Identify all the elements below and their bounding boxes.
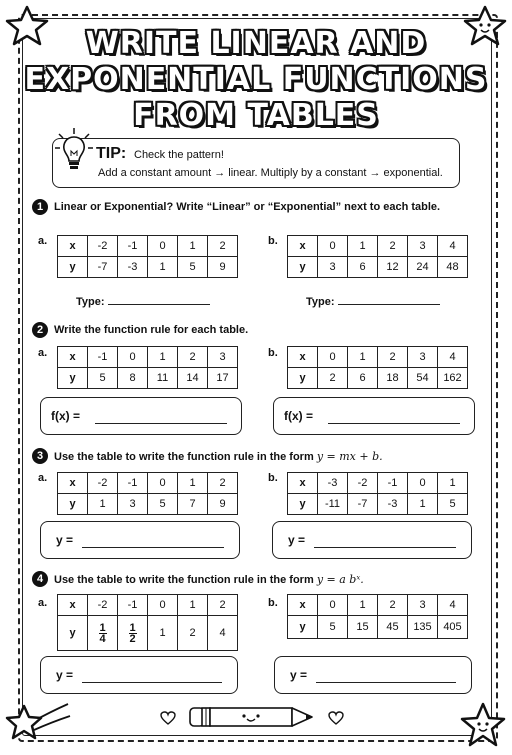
form-equation: y = a bˣ.	[316, 573, 364, 586]
q1-b-table	[287, 235, 468, 278]
table-cell: x	[58, 473, 88, 494]
table-cell: 12	[378, 257, 408, 278]
table-cell: 6	[348, 368, 378, 389]
table-cell: 6	[348, 257, 378, 278]
table-cell: y	[288, 257, 318, 278]
table-cell: 1	[348, 347, 378, 368]
table-cell: 1	[178, 236, 208, 257]
question-number-3: 3	[32, 448, 48, 464]
table-cell: -1	[118, 595, 148, 616]
table-cell: 0	[318, 236, 348, 257]
table-cell: 1	[148, 347, 178, 368]
table-cell: 4	[438, 347, 468, 368]
table-cell: 1	[348, 236, 378, 257]
table-cell: 2	[178, 347, 208, 368]
q2-a-label: a.	[38, 347, 48, 359]
table-cell: 2	[378, 595, 408, 616]
title-line-1: WRITE LINEAR AND	[85, 26, 427, 61]
table-cell: 24	[408, 257, 438, 278]
table-cell: -2	[88, 595, 118, 616]
table-cell: -1	[88, 347, 118, 368]
q2-b-answer-label: f(x) =	[284, 409, 314, 423]
table-cell: 3	[408, 236, 438, 257]
table-cell: 5	[148, 494, 178, 515]
table-cell: 162	[438, 368, 468, 389]
table-cell: 7	[178, 494, 208, 515]
table-cell: -7	[348, 494, 378, 515]
table-row	[58, 347, 238, 368]
table-cell: 3	[118, 494, 148, 515]
table-cell: -3	[378, 494, 408, 515]
answer-line[interactable]	[108, 294, 210, 305]
table-cell: -1	[118, 236, 148, 257]
table-cell: 5	[318, 616, 348, 639]
title-line-2: EXPONENTIAL FUNCTIONS	[24, 62, 488, 97]
question-number-1: 1	[32, 199, 48, 215]
table-cell: 135	[408, 616, 438, 639]
fraction-one-quarter	[99, 623, 107, 644]
table-cell: 3	[318, 257, 348, 278]
table-cell: -7	[88, 257, 118, 278]
form-equation: y = mx + b.	[316, 450, 383, 463]
q2-b-answer-line[interactable]	[328, 422, 460, 424]
table-cell: y	[58, 368, 88, 389]
table-row	[288, 494, 468, 515]
tip-text-2: Add a constant amount → linear. Multiply by a constant → exponential.	[98, 167, 443, 179]
q1-a-label: a.	[38, 235, 48, 247]
table-cell: 2	[208, 236, 238, 257]
shooting-star-icon	[2, 700, 72, 752]
table-cell: 0	[318, 347, 348, 368]
table-cell: 0	[318, 595, 348, 616]
denominator: 4	[99, 633, 106, 645]
star-icon-bottom-right	[458, 700, 508, 750]
table-cell: 4	[438, 236, 468, 257]
question-number-2: 2	[32, 322, 48, 338]
table-cell: 2	[318, 368, 348, 389]
table-row	[58, 368, 238, 389]
table-cell: -1	[118, 473, 148, 494]
q2-b-label: b.	[268, 347, 278, 359]
table-cell: -3	[318, 473, 348, 494]
table-row	[288, 616, 468, 639]
question-2-prompt: Write the function rule for each table.	[54, 324, 249, 336]
q2-a-table	[57, 346, 238, 389]
pencil-icon	[188, 703, 320, 731]
table-cell: 0	[148, 595, 178, 616]
q1-b-type-answer[interactable]	[306, 294, 440, 308]
table-cell: x	[58, 347, 88, 368]
question-1-prompt: Linear or Exponential? Write “Linear” or “Exponential” next to each table.	[54, 201, 441, 213]
table-cell: 3	[408, 347, 438, 368]
q3-a-label: a.	[38, 472, 48, 484]
prompt-text: Use the table to write the function rule in the form	[54, 451, 314, 463]
question-4-prompt	[54, 573, 364, 586]
table-cell: -2	[88, 236, 118, 257]
table-row	[288, 473, 468, 494]
table-cell: 3	[408, 595, 438, 616]
table-cell: 1	[148, 616, 178, 651]
table-cell: y	[288, 368, 318, 389]
heart-icon-right	[328, 711, 344, 725]
numerator: 1	[99, 622, 106, 634]
table-cell: 0	[148, 473, 178, 494]
q2-a-answer-line[interactable]	[95, 422, 227, 424]
q4-a-table	[57, 594, 238, 651]
table-cell: y	[288, 494, 318, 515]
table-cell: 5	[88, 368, 118, 389]
table-cell: 2	[208, 473, 238, 494]
table-cell: 1	[178, 473, 208, 494]
q3-b-answer-line[interactable]	[314, 546, 456, 548]
table-row	[288, 257, 468, 278]
table-cell: -1	[378, 473, 408, 494]
table-cell-fraction	[118, 616, 148, 651]
table-cell: x	[288, 347, 318, 368]
question-number-4: 4	[32, 571, 48, 587]
q2-b-table	[287, 346, 468, 389]
denominator: 2	[129, 633, 136, 645]
table-cell: 54	[408, 368, 438, 389]
q3-a-answer-line[interactable]	[82, 546, 224, 548]
table-cell-fraction	[88, 616, 118, 651]
q4-b-label: b.	[268, 597, 278, 609]
table-cell: 9	[208, 257, 238, 278]
table-cell: 5	[178, 257, 208, 278]
table-cell: 1	[88, 494, 118, 515]
table-cell: 3	[208, 347, 238, 368]
table-cell: 1	[348, 595, 378, 616]
q3-b-answer-label: y =	[288, 533, 306, 547]
table-cell: y	[288, 616, 318, 639]
table-cell: 2	[178, 616, 208, 651]
table-cell: 1	[408, 494, 438, 515]
table-cell: 2	[378, 236, 408, 257]
table-cell: y	[58, 494, 88, 515]
q4-b-table	[287, 594, 468, 639]
q3-a-table	[57, 472, 238, 515]
table-cell: 1	[178, 595, 208, 616]
table-row	[58, 257, 238, 278]
numerator: 1	[129, 622, 136, 634]
answer-line[interactable]	[338, 294, 440, 305]
q4-b-answer-label: y =	[290, 668, 308, 682]
table-cell: 48	[438, 257, 468, 278]
table-cell: -2	[88, 473, 118, 494]
table-cell: 0	[118, 347, 148, 368]
table-cell: 14	[178, 368, 208, 389]
q4-b-answer-line[interactable]	[316, 681, 456, 683]
table-cell: x	[288, 473, 318, 494]
table-cell: 45	[378, 616, 408, 639]
q3-b-table	[287, 472, 468, 515]
table-cell: 1	[438, 473, 468, 494]
table-cell: x	[288, 595, 318, 616]
prompt-text: Use the table to write the function rule in the form	[54, 574, 314, 586]
q1-b-label: b.	[268, 235, 278, 247]
table-row	[58, 595, 238, 616]
lightbulb-icon	[54, 126, 94, 176]
tip-heading: TIP:	[96, 145, 127, 162]
table-cell: y	[58, 616, 88, 651]
table-row	[58, 616, 238, 651]
table-cell: 17	[208, 368, 238, 389]
type-label: Type:	[76, 296, 105, 308]
table-cell: x	[58, 595, 88, 616]
table-cell: 405	[438, 616, 468, 639]
q3-b-label: b.	[268, 472, 278, 484]
q2-a-answer-label: f(x) =	[51, 409, 81, 423]
table-cell: 4	[208, 616, 238, 651]
q3-a-answer-label: y =	[56, 533, 74, 547]
table-row	[288, 368, 468, 389]
table-cell: 2	[208, 595, 238, 616]
table-cell: 1	[148, 257, 178, 278]
q4-a-answer-line[interactable]	[82, 681, 222, 683]
table-cell: -2	[348, 473, 378, 494]
table-cell: 0	[148, 236, 178, 257]
table-row	[58, 236, 238, 257]
table-cell: 18	[378, 368, 408, 389]
tip-text-1: Check the pattern!	[134, 149, 224, 161]
table-cell: 5	[438, 494, 468, 515]
table-cell: 2	[378, 347, 408, 368]
table-cell: -3	[118, 257, 148, 278]
table-cell: x	[58, 236, 88, 257]
title-line-3: FROM TABLES	[133, 98, 379, 133]
table-cell: -11	[318, 494, 348, 515]
table-cell: 8	[118, 368, 148, 389]
table-row	[288, 347, 468, 368]
table-cell: 9	[208, 494, 238, 515]
table-cell: 0	[408, 473, 438, 494]
table-row	[288, 595, 468, 616]
type-label: Type:	[306, 296, 335, 308]
table-cell: y	[58, 257, 88, 278]
q4-a-label: a.	[38, 597, 48, 609]
table-row	[288, 236, 468, 257]
table-cell: 4	[438, 595, 468, 616]
table-row	[58, 494, 238, 515]
q1-a-type-answer[interactable]	[76, 294, 210, 308]
q4-a-answer-label: y =	[56, 668, 74, 682]
fraction-one-half	[129, 623, 137, 644]
table-cell: 11	[148, 368, 178, 389]
table-row	[58, 473, 238, 494]
question-3-prompt	[54, 450, 383, 463]
table-cell: x	[288, 236, 318, 257]
heart-icon-left	[160, 711, 176, 725]
table-cell: 15	[348, 616, 378, 639]
q1-a-table	[57, 235, 238, 278]
